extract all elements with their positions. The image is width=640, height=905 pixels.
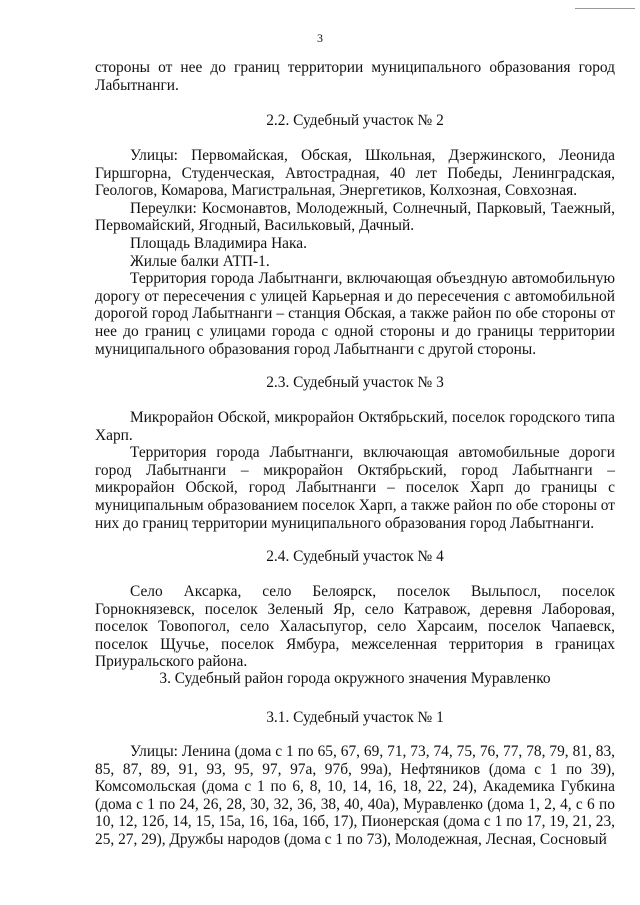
page-number: 3: [317, 31, 323, 45]
balki-paragraph: Жилые балки АТП-1.: [130, 252, 270, 270]
territory-paragraph: Территория города Лабытнанги, включающая объездную автомобильную дорогу от пересечения с улицей Карьерная и до пересечения с автомобильной дорогой город Лабытнанги – станция Обская, а также район по обе стороны от нее до границ с улицами города с одной стороны и до границы территории муниципального образования город Лабытнанги с другой стороны.: [95, 270, 615, 358]
section-3-heading: 3. Судебный район города окружного значения Муравленко: [159, 670, 551, 687]
lanes-paragraph: Переулки: Космонавтов, Молодежный, Солнечный, Парковый, Таежный, Первомайский, Ягодный, Васильковый, Дачный.: [95, 199, 615, 235]
settlements-paragraph: Село Аксарка, село Белоярск, поселок Выльпосл, поселок Горнокнязевск, поселок Зеленый Яр, село Катравож, деревня Лаборовая, поселок Товопогол, село Халасьпугор, село Харсаим, поселок Чапаевск, поселок Щучье, поселок Ямбура, межселенная территория в границах Приуральского района.: [95, 583, 615, 671]
streets-paragraph: Улицы: Первомайская, Обская, Школьная, Дзержинского, Леонида Гиршгорна, Студенческая, Автострадная, 40 лет Победы, Ленинградская, Геологов, Комарова, Магистральная, Энергетиков, Колхозная, Совхозная.: [95, 147, 615, 200]
square-paragraph: Площадь Владимира Нака.: [130, 234, 307, 252]
streets-paragraph: Улицы: Ленина (дома с 1 по 65, 67, 69, 71, 73, 74, 75, 76, 77, 78, 79, 81, 83, 85, 87, 89, 91, 93, 95, 97, 97а, 97б, 99а), Нефтяников (дома с 1 по 39), Комсомольская (дома с 1 по 6, 8, 10, 14, 16, 18, 22, 24), Академика Губкина (дома с 1 по 24, 26, 28, 30, 32, 36, 38, 40, 40а), Муравленко (дома 1, 2, 4, с 6 по 10, 12, 12б, 14, 15, 15а, 16, 16а, 16б, 17), Пионерская (дома с 1 по 17, 19, 21, 23, 25, 27, 29), Дружбы народов (дома с 1 по 73), Молодежная, Лесная, Сосновый: [95, 743, 615, 848]
section-3-1-body: [95, 743, 615, 849]
section-2-3-heading: 2.3. Судебный участок № 3: [266, 374, 444, 391]
section-3-1-heading: 3.1. Судебный участок № 1: [266, 709, 444, 726]
section-2-4-body: [95, 583, 615, 671]
section-2-4-heading: 2.4. Судебный участок № 4: [266, 548, 444, 565]
territory-paragraph: Территория города Лабытнанги, включающая автомобильные дороги город Лабытнанги – микрорайон Октябрьский, город Лабытнанги – микрорайон Обской, город Лабытнанги – поселок Харп до границы с муниципальным образованием поселок Харп, а также район по обе стороны от них до границ территории муниципального образования город Лабытнанги.: [95, 444, 615, 532]
section-2-2-heading: 2.2. Судебный участок № 2: [266, 112, 444, 129]
continuation-text: стороны от нее до границ территории муниципального образования город Лабытнанги.: [95, 59, 615, 94]
micro-paragraph: Микрорайон Обской, микрорайон Октябрьский, поселок городского типа Харп.: [95, 409, 615, 444]
scan-artifact-line: [575, 8, 635, 9]
section-2-2-body: [95, 147, 615, 358]
continuation-paragraph: [95, 59, 615, 94]
section-2-3-body: [95, 409, 615, 532]
